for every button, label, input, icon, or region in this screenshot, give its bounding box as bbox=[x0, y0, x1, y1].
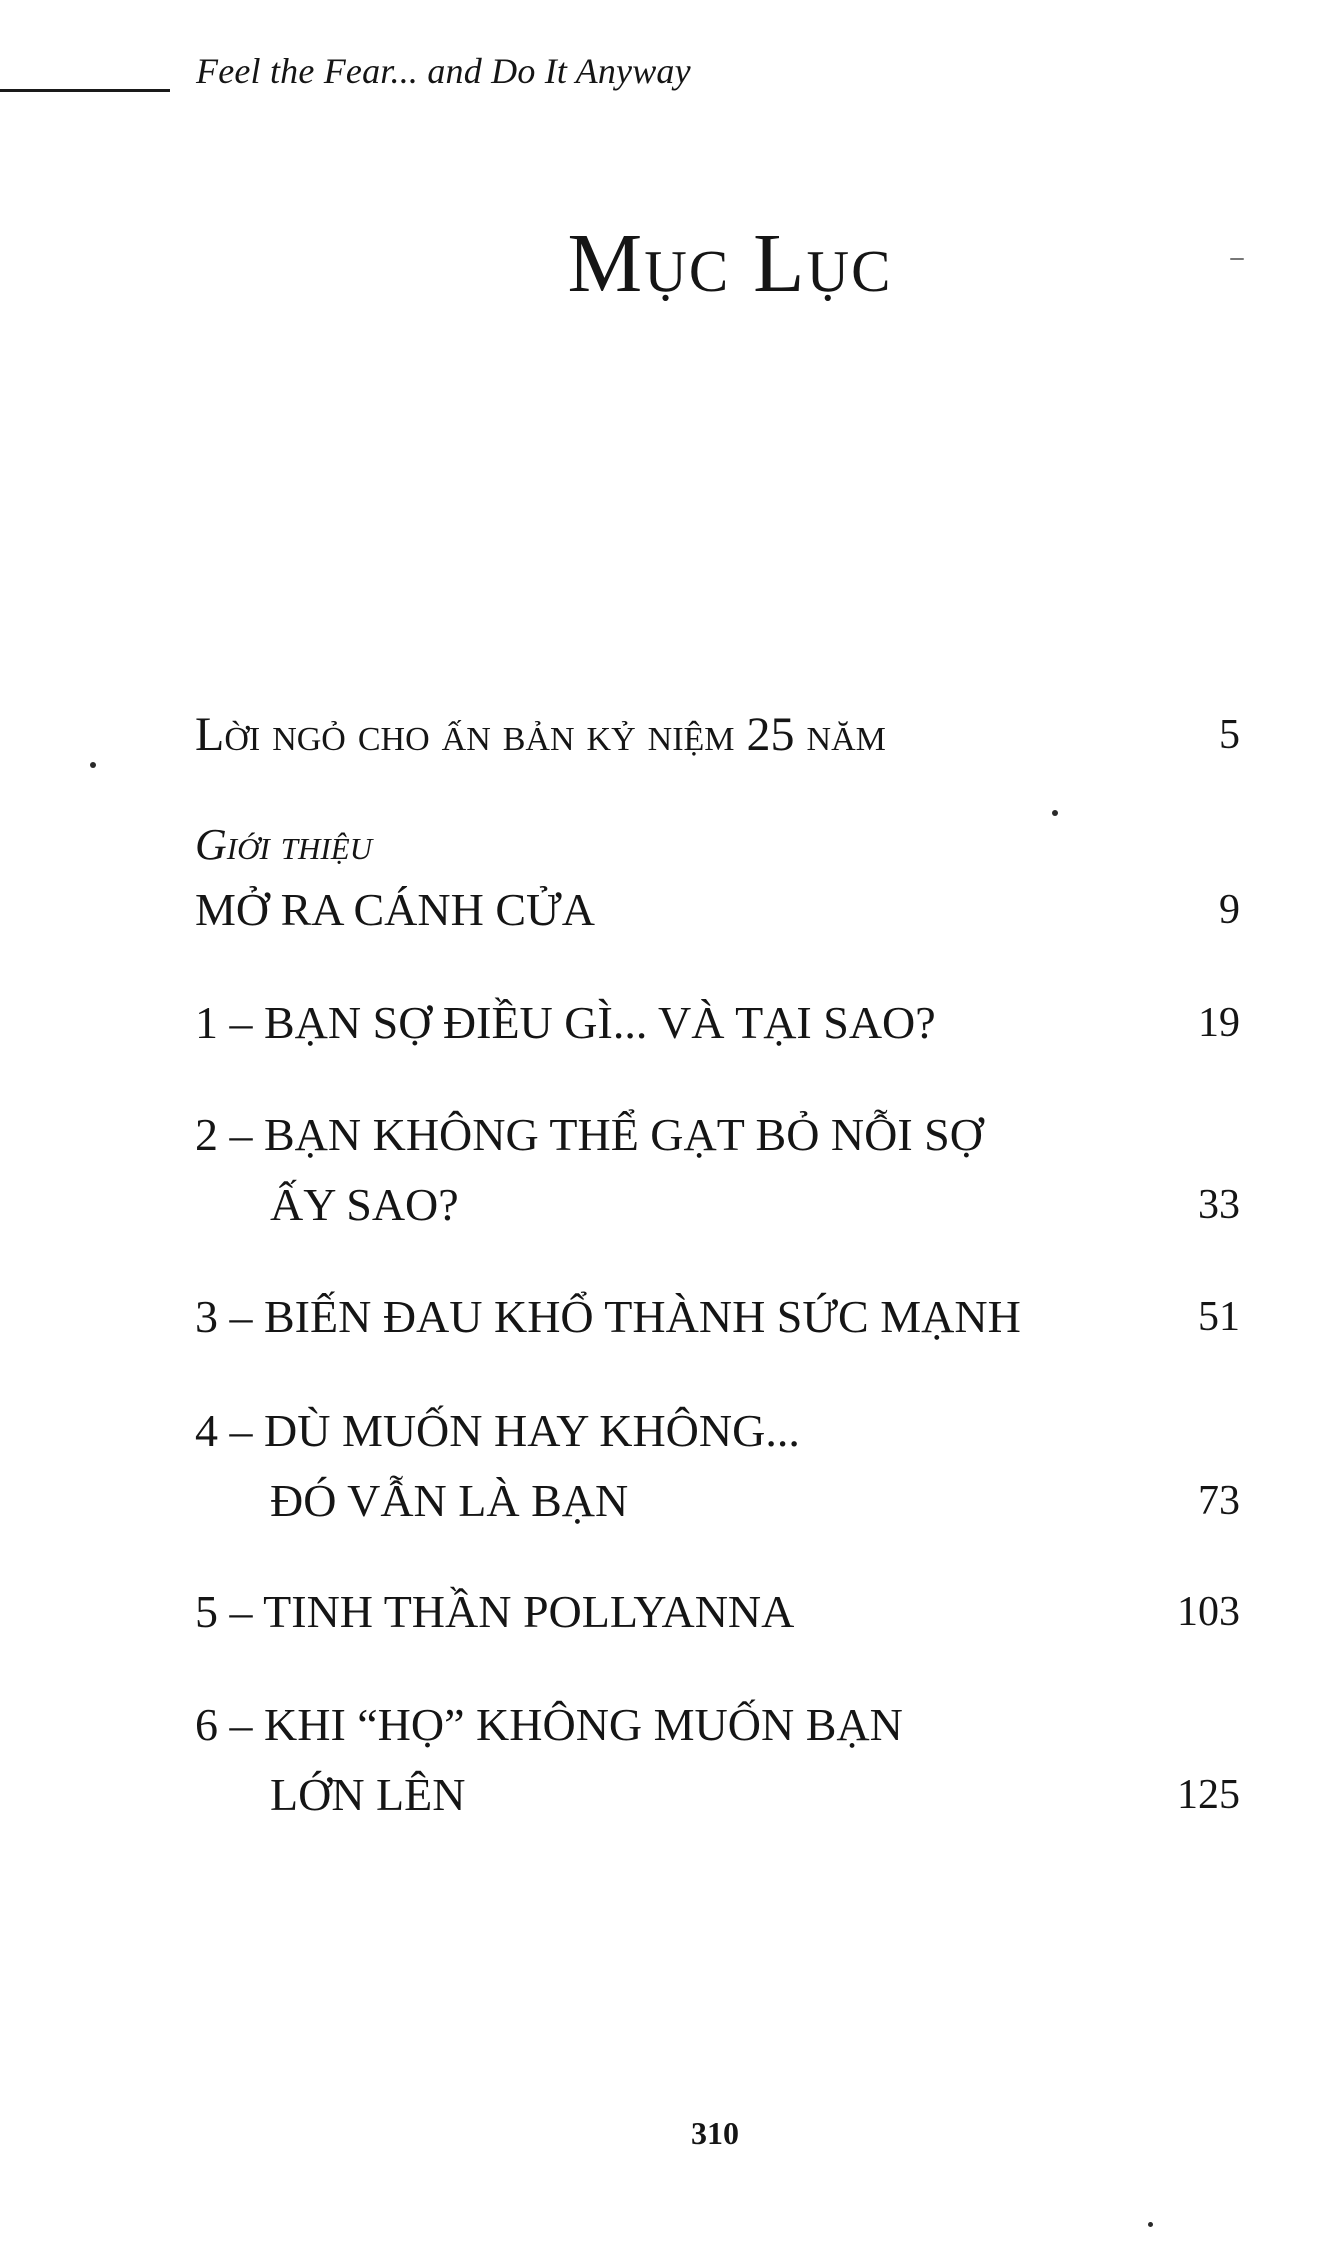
toc-page-number: 125 bbox=[1177, 1772, 1240, 1818]
toc-entry-title: Lời ngỏ cho ấn bản kỷ niệm 25 năm bbox=[195, 708, 886, 761]
toc-page-number: 5 bbox=[1219, 712, 1240, 758]
toc-entry-chapter-6[interactable] bbox=[195, 1690, 1240, 1830]
toc-entry-chapter-1[interactable] bbox=[195, 988, 1240, 1058]
toc-entry-title: 6 – KHI “HỌ” KHÔNG MUỐN BẠN bbox=[195, 1699, 903, 1750]
toc-entry-chapter-5[interactable] bbox=[195, 1577, 1240, 1647]
toc-page-number: 9 bbox=[1219, 887, 1240, 933]
toc-entry-title: 3 – BIẾN ĐAU KHỔ THÀNH SỨC MẠNH bbox=[195, 1291, 1021, 1342]
toc-entry-title-continued: LỚN LÊN bbox=[270, 1769, 466, 1820]
toc-entry-title: 2 – BẠN KHÔNG THỂ GẠT BỎ NỖI SỢ bbox=[195, 1109, 983, 1160]
toc-entry-chapter-2[interactable] bbox=[195, 1100, 1240, 1240]
toc-page-number: 19 bbox=[1198, 1000, 1240, 1046]
toc-entry-title: 1 – BẠN SỢ ĐIỀU GÌ... VÀ TẠI SAO? bbox=[195, 997, 936, 1048]
page-number: 310 bbox=[691, 2115, 739, 2151]
scan-speck bbox=[1052, 810, 1058, 816]
toc-page-number: 51 bbox=[1198, 1294, 1240, 1340]
toc-entry-title-continued: ĐÓ VẪN LÀ BẠN bbox=[270, 1475, 629, 1526]
header-rule bbox=[0, 89, 170, 92]
scan-speck bbox=[1230, 258, 1244, 260]
toc-entry-title: MỞ RA CÁNH CỬA bbox=[195, 884, 595, 935]
toc-entry-preface[interactable] bbox=[195, 700, 1240, 770]
toc-entry-title-continued: ẤY SAO? bbox=[270, 1179, 459, 1230]
page-title: Mục Lục bbox=[567, 217, 893, 310]
toc-page-number: 33 bbox=[1198, 1182, 1240, 1228]
toc-entry-title: 4 – DÙ MUỐN HAY KHÔNG... bbox=[195, 1405, 800, 1456]
scan-speck bbox=[90, 762, 96, 768]
toc-entry-label: Giới thiệu bbox=[195, 820, 373, 869]
scan-speck bbox=[1148, 2222, 1153, 2227]
toc-entry-chapter-3[interactable] bbox=[195, 1282, 1240, 1352]
toc-entry-chapter-4[interactable] bbox=[195, 1396, 1240, 1536]
toc-page-number: 103 bbox=[1177, 1589, 1240, 1635]
toc-entry-introduction[interactable] bbox=[195, 815, 1240, 945]
toc-page-number: 73 bbox=[1198, 1478, 1240, 1524]
running-title: Feel the Fear... and Do It Anyway bbox=[196, 51, 691, 91]
toc-entry-title: 5 – TINH THẦN POLLYANNA bbox=[195, 1586, 795, 1637]
